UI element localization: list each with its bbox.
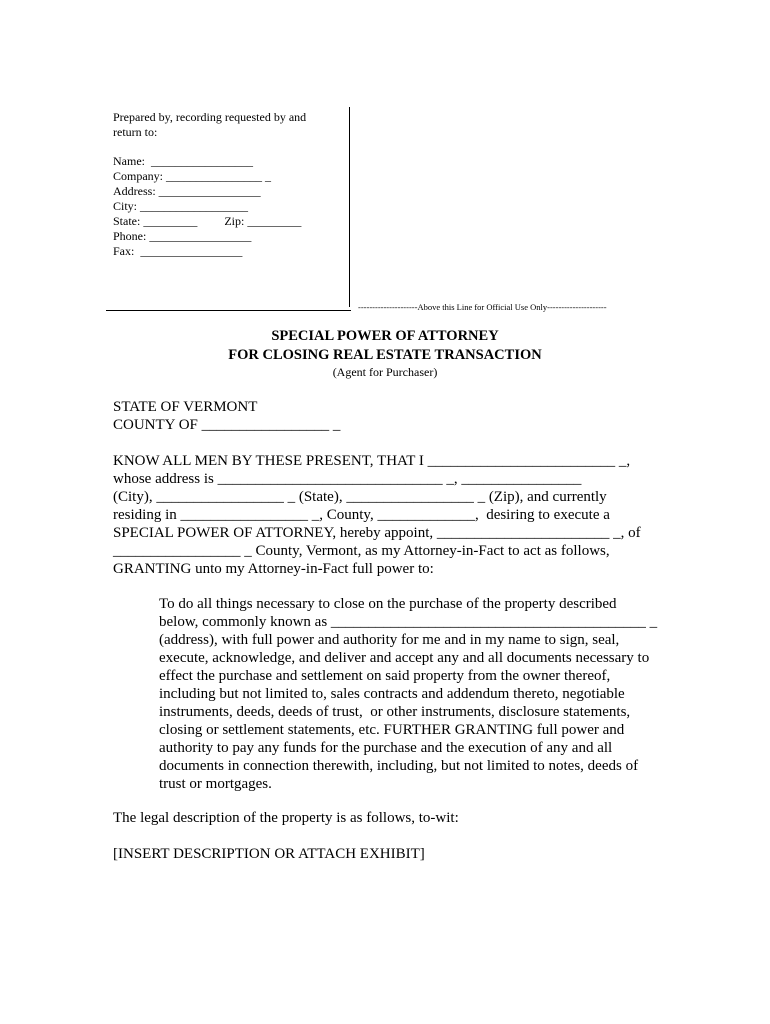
powers-line: (address), with full power and authority for me and in my name to sign, seal,: [159, 632, 620, 648]
powers-line: closing or settlement statements, etc. FURTHER GRANTING full power and: [159, 722, 625, 738]
venue-county: COUNTY OF _________________ _: [113, 417, 341, 433]
document-subtitle: (Agent for Purchaser): [332, 365, 438, 379]
official-use-line: ---------------------Above this Line for Official Use Only---------------------: [358, 302, 607, 312]
fax-field: Fax: _________________: [113, 244, 243, 258]
venue-state: STATE OF VERMONT: [113, 399, 258, 415]
address-field: Address: _________________: [113, 184, 261, 198]
opening-line: whose address is ______________________________ _, ________________: [113, 471, 582, 487]
opening-line: KNOW ALL MEN BY THESE PRESENT, THAT I _________________________ _,: [113, 453, 631, 469]
opening-line: SPECIAL POWER OF ATTORNEY, hereby appoint, _______________________ _, of: [113, 525, 641, 541]
opening-line: residing in _________________ _, County, _____________, desiring to execute a: [113, 507, 610, 523]
powers-line: including but not limited to, sales contracts and addendum thereto, negotiable: [159, 686, 625, 702]
opening-line: GRANTING unto my Attorney-in-Fact full power to:: [113, 561, 434, 577]
legal-description-intro: The legal description of the property is as follows, to-wit:: [113, 810, 459, 826]
opening-line: (City), _________________ _ (State), _________________ _ (Zip), and currently: [113, 489, 607, 505]
powers-line: trust or mortgages.: [159, 776, 272, 792]
company-field: Company: ________________ _: [113, 169, 271, 183]
city-field: City: __________________: [113, 199, 249, 213]
document-title-line1: SPECIAL POWER OF ATTORNEY: [271, 328, 499, 344]
powers-line: To do all things necessary to close on the purchase of the property described: [159, 596, 617, 612]
phone-field: Phone: _________________: [113, 229, 252, 243]
document-title-line2: FOR CLOSING REAL ESTATE TRANSACTION: [228, 347, 542, 363]
state-zip-field: State: _________ Zip: _________: [113, 214, 302, 228]
name-field: Name: _________________: [113, 154, 253, 168]
powers-line: documents in connection therewith, including, but not limited to notes, deeds of: [159, 758, 639, 774]
exhibit-placeholder: [INSERT DESCRIPTION OR ATTACH EXHIBIT]: [113, 846, 425, 862]
powers-line: below, commonly known as __________________________________________ _: [159, 614, 658, 630]
recording-header-line2: return to:: [113, 125, 158, 139]
recording-block-baseline: [106, 310, 351, 311]
recording-header-line1: Prepared by, recording requested by and: [113, 110, 307, 124]
powers-line: instruments, deeds, deeds of trust, or other instruments, disclosure statements,: [159, 704, 631, 720]
powers-line: execute, acknowledge, and deliver and accept any and all documents necessary to: [159, 650, 650, 666]
recording-block-divider: [349, 107, 350, 307]
powers-line: authority to pay any funds for the purchase and the execution of any and all: [159, 740, 613, 756]
opening-line: _________________ _ County, Vermont, as my Attorney-in-Fact to act as follows,: [113, 543, 610, 559]
powers-line: effect the purchase and settlement on said property from the owner thereof,: [159, 668, 611, 684]
